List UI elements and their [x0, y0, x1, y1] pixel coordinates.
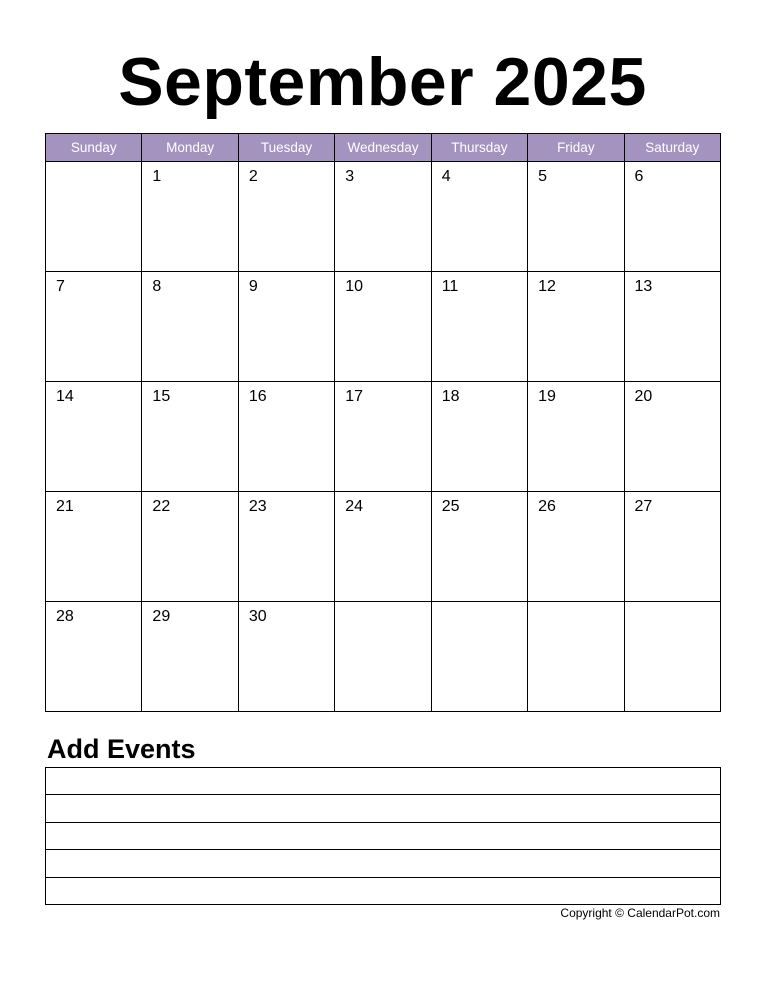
day-number	[46, 162, 141, 168]
day-number: 6	[634, 168, 644, 185]
day-number: 27	[634, 498, 653, 515]
day-cell	[46, 162, 142, 272]
day-cell	[46, 602, 142, 712]
day-cell	[624, 492, 720, 602]
day-cell	[431, 272, 527, 382]
day-cell	[142, 272, 238, 382]
day-number: 8	[152, 278, 162, 295]
day-number: 10	[345, 278, 364, 295]
day-number: 11	[441, 278, 459, 295]
day-number: 21	[56, 498, 74, 515]
day-cell	[528, 272, 624, 382]
day-cell	[431, 162, 527, 272]
weekday-header: Wednesday	[335, 134, 431, 162]
day-cell	[624, 272, 720, 382]
event-line[interactable]	[46, 877, 721, 904]
day-number: 22	[152, 498, 171, 515]
event-line[interactable]	[46, 822, 721, 849]
week-row	[46, 272, 721, 382]
day-cell	[624, 602, 720, 712]
day-cell	[142, 492, 238, 602]
day-cell	[335, 602, 431, 712]
day-cell	[624, 162, 720, 272]
events-lines	[45, 767, 721, 905]
event-line[interactable]	[46, 768, 721, 795]
day-cell	[335, 382, 431, 492]
weekday-header: Tuesday	[238, 134, 334, 162]
day-number: 30	[248, 608, 267, 625]
day-number: 23	[248, 498, 267, 515]
day-cell	[238, 162, 334, 272]
day-cell	[238, 382, 334, 492]
day-number: 26	[538, 498, 556, 515]
day-cell	[238, 602, 334, 712]
event-line[interactable]	[46, 795, 721, 822]
day-number: 13	[634, 278, 653, 295]
event-line[interactable]	[46, 850, 721, 877]
day-number: 25	[441, 498, 460, 515]
weekday-header: Monday	[142, 134, 238, 162]
day-number: 14	[56, 388, 74, 405]
day-cell	[528, 382, 624, 492]
day-cell	[335, 492, 431, 602]
day-cell	[335, 162, 431, 272]
day-number: 28	[56, 608, 74, 625]
day-number: 16	[248, 388, 267, 405]
week-row	[46, 602, 721, 712]
day-cell	[46, 492, 142, 602]
week-row	[46, 382, 721, 492]
weekday-header-row	[46, 134, 721, 162]
day-number: 4	[441, 168, 451, 185]
day-number: 12	[538, 278, 556, 295]
week-row	[46, 492, 721, 602]
day-number: 15	[152, 388, 171, 405]
day-cell	[238, 492, 334, 602]
calendar-grid	[45, 133, 721, 712]
day-number: 20	[634, 388, 653, 405]
day-cell	[238, 272, 334, 382]
day-cell	[142, 602, 238, 712]
day-cell	[46, 382, 142, 492]
day-cell	[142, 162, 238, 272]
day-number: 18	[441, 388, 460, 405]
day-number: 19	[538, 388, 556, 405]
day-number: 3	[345, 168, 355, 185]
day-cell	[335, 272, 431, 382]
day-number: 1	[152, 168, 162, 185]
day-number	[432, 602, 527, 608]
day-cell	[528, 602, 624, 712]
week-row	[46, 162, 721, 272]
day-number	[335, 602, 430, 608]
day-number: 24	[345, 498, 364, 515]
day-number: 29	[152, 608, 171, 625]
day-cell	[46, 272, 142, 382]
day-cell	[431, 492, 527, 602]
day-number: 9	[248, 278, 258, 295]
day-cell	[528, 162, 624, 272]
day-number	[528, 602, 623, 608]
day-cell	[431, 602, 527, 712]
day-number: 2	[248, 168, 258, 185]
day-number: 5	[538, 168, 548, 185]
weekday-header: Sunday	[46, 134, 142, 162]
weekday-header: Friday	[528, 134, 624, 162]
weekday-header: Saturday	[624, 134, 720, 162]
copyright-notice: Copyright © CalendarPot.com	[560, 906, 720, 920]
day-number: 7	[56, 278, 65, 295]
day-number	[625, 602, 720, 608]
day-number: 17	[345, 388, 364, 405]
events-heading: Add Events	[47, 734, 196, 764]
day-cell	[142, 382, 238, 492]
day-cell	[431, 382, 527, 492]
weekday-header: Thursday	[431, 134, 527, 162]
day-cell	[528, 492, 624, 602]
day-cell	[624, 382, 720, 492]
page-title: September 2025	[118, 44, 647, 120]
